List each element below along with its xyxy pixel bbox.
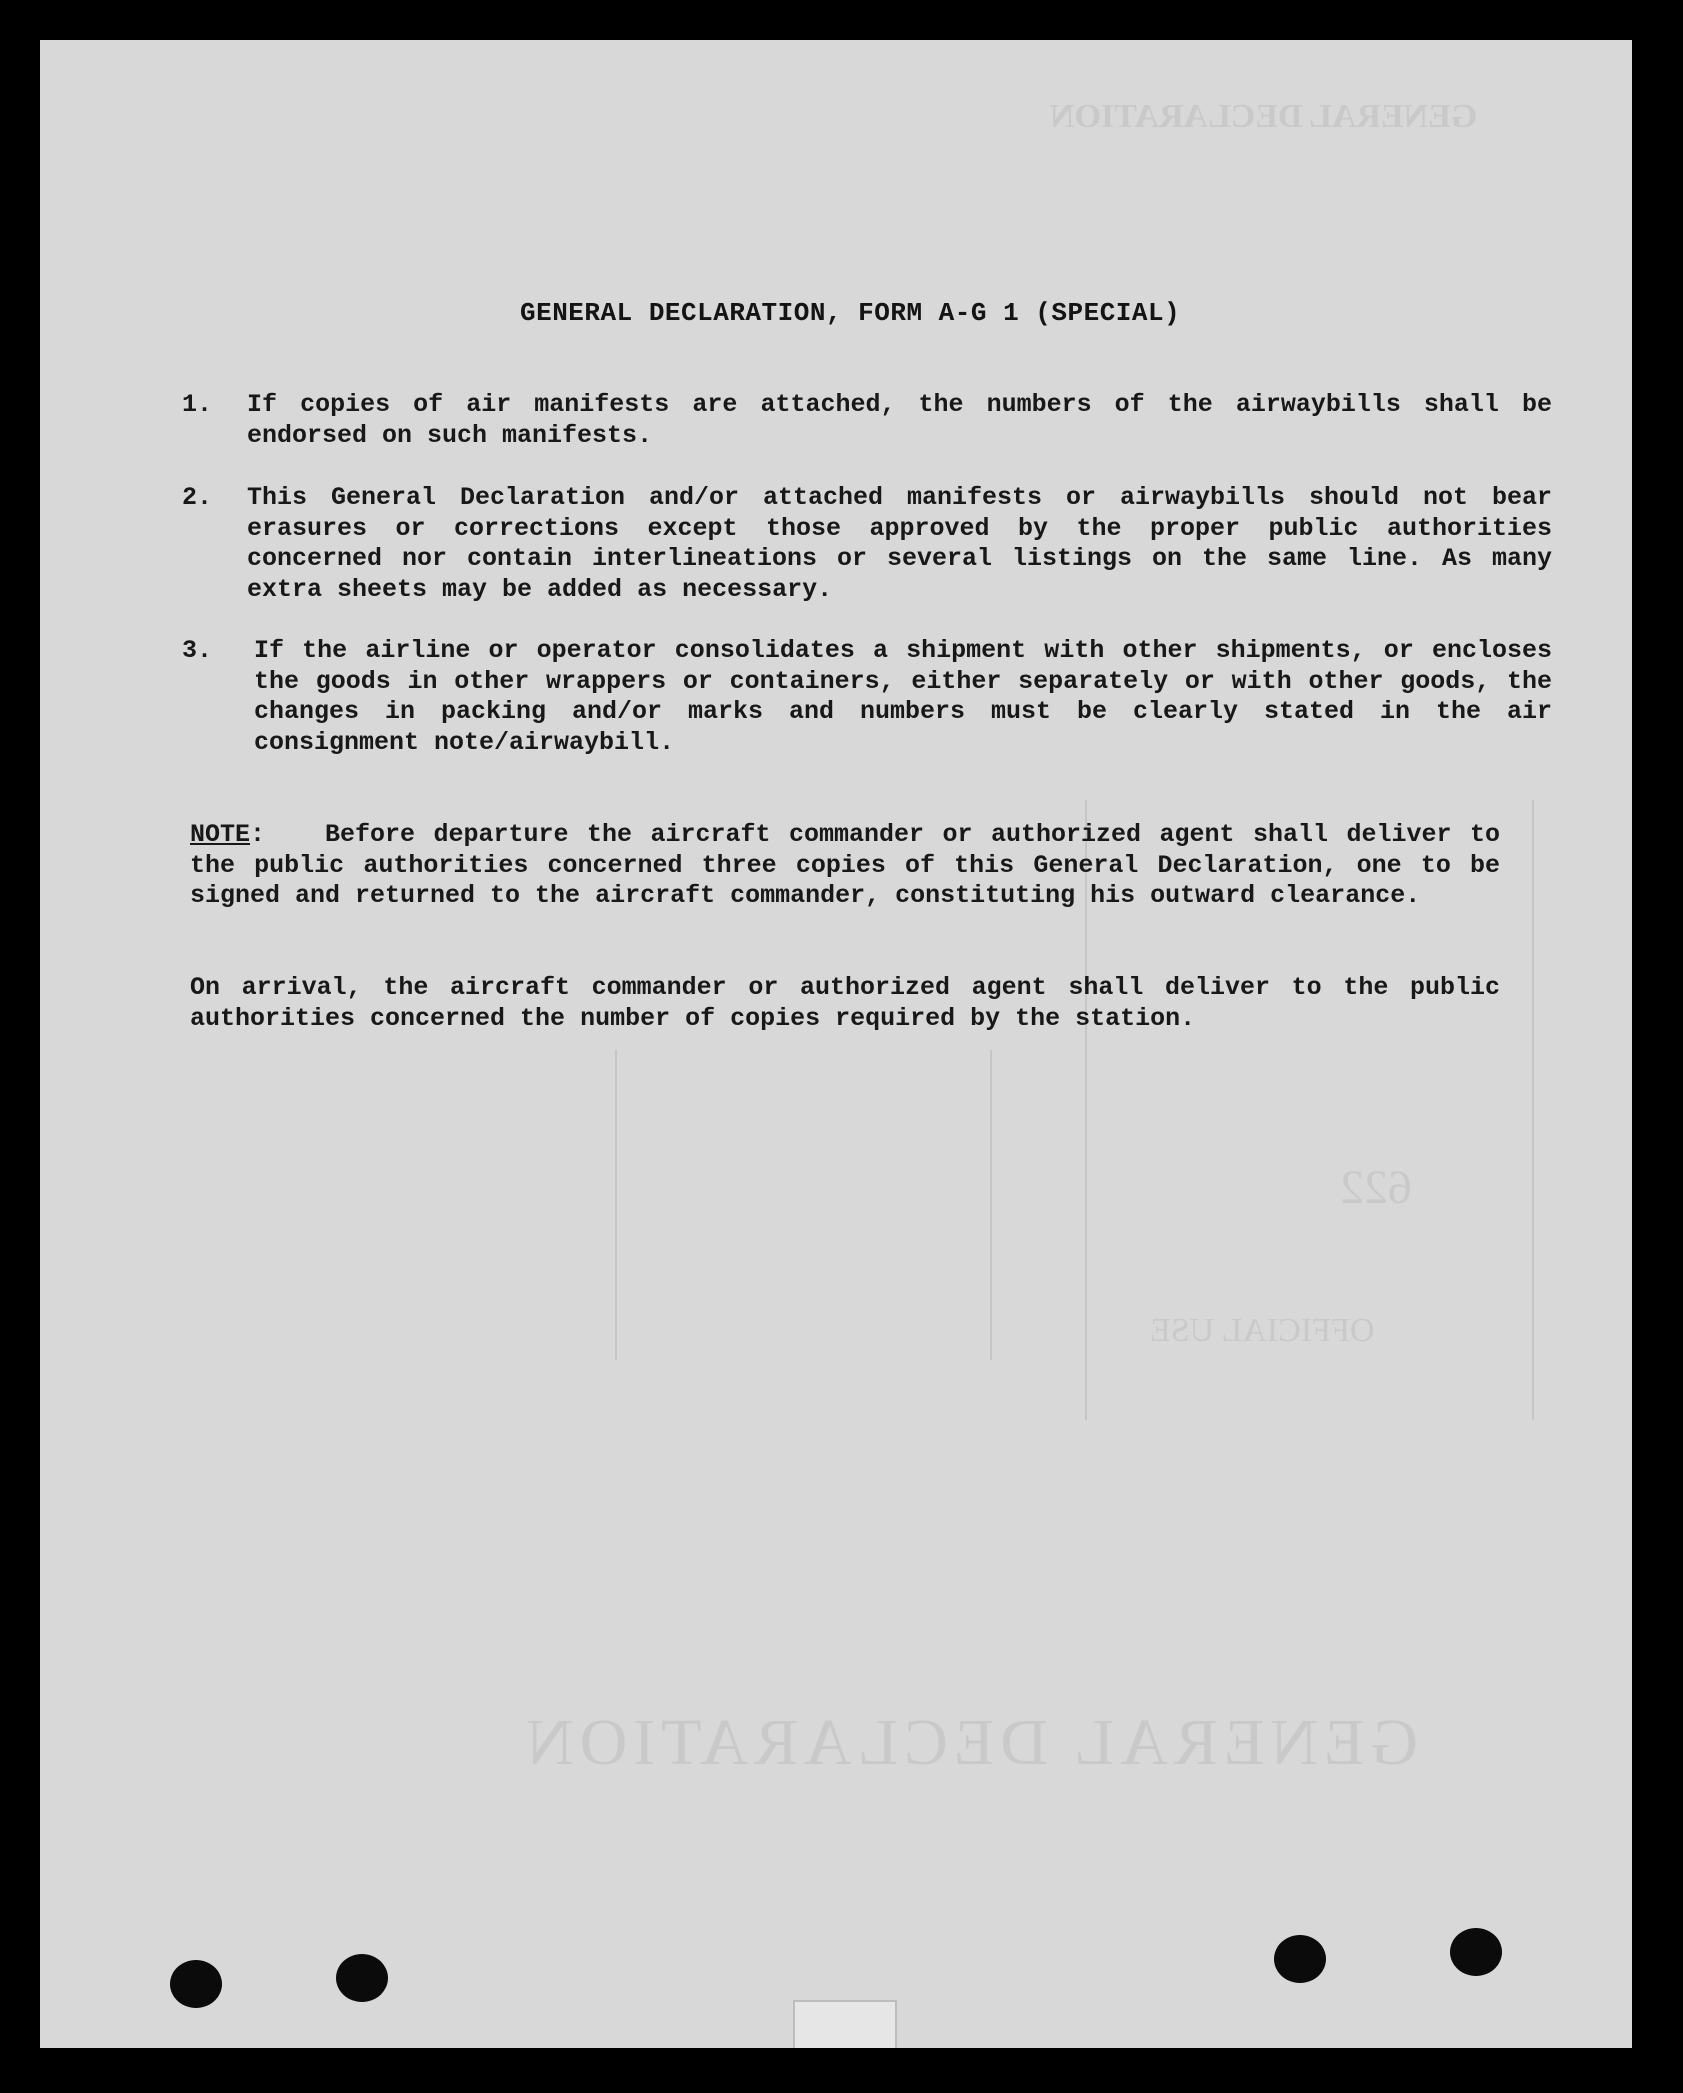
punch-hole xyxy=(1450,1928,1502,1976)
punch-hole xyxy=(170,1960,222,2008)
bleed-through-rule xyxy=(615,1050,617,1360)
list-item xyxy=(182,483,1552,605)
punch-hole xyxy=(1274,1935,1326,1983)
list-item xyxy=(182,390,1552,451)
bleed-through-mark: 622 xyxy=(1340,1161,1412,1214)
arrival-paragraph: On arrival, the aircraft commander or authorized agent shall deliver to the public authorities concerned the number of copies required by the station. xyxy=(190,973,1500,1033)
item-text: If the airline or operator consolidates a shipment with other shipments, or encloses the goods in other wrappers or containers, either separately or with other goods, the changes in packing and/or marks and numbers must be clearly stated in the air consignment note/airwaybill. xyxy=(254,636,1552,757)
bleed-through-stamp: OFFICIAL USE xyxy=(1150,1312,1375,1349)
document-title: GENERAL DECLARATION, FORM A-G 1 (SPECIAL) xyxy=(520,298,1181,328)
item-number: 2. xyxy=(182,483,213,512)
item-text: If copies of air manifests are attached, the numbers of the airwaybills shall be endorsed on such manifests. xyxy=(247,390,1552,450)
item-number: 3. xyxy=(182,636,213,665)
item-text: This General Declaration and/or attached manifests or airwaybills should not bear erasures or corrections except those approved by the proper public authorities concerned nor contain interlineations or several listings on the same line. As many extra sheets may be added as necessary. xyxy=(247,483,1552,604)
bleed-through-rule xyxy=(990,1050,992,1360)
bleed-through-rule xyxy=(1532,800,1534,1420)
list-item xyxy=(182,636,1552,758)
bleed-through-heading: GENERAL DECLARATION xyxy=(1050,98,1478,135)
bleed-through-footer: GENERAL DECLARATION xyxy=(520,1706,1418,1779)
note-paragraph: NOTE: Before departure the aircraft commander or authorized agent shall deliver to the public authorities concerned three copies of this General Declaration, one to be signed and returned to the aircraft commander, constituting his outward clearance. xyxy=(190,820,1500,910)
item-number: 1. xyxy=(182,390,213,419)
document-page xyxy=(40,40,1632,2048)
punch-hole xyxy=(336,1954,388,2002)
note-label: NOTE xyxy=(190,820,251,849)
paper-tab xyxy=(793,2000,897,2048)
note-text: Before departure the aircraft commander or authorized agent shall deliver to the public authorities concerned three copies of this General Declaration, one to be signed and returned to the aircraft commander, constituting his outward clearance. xyxy=(190,820,1500,910)
